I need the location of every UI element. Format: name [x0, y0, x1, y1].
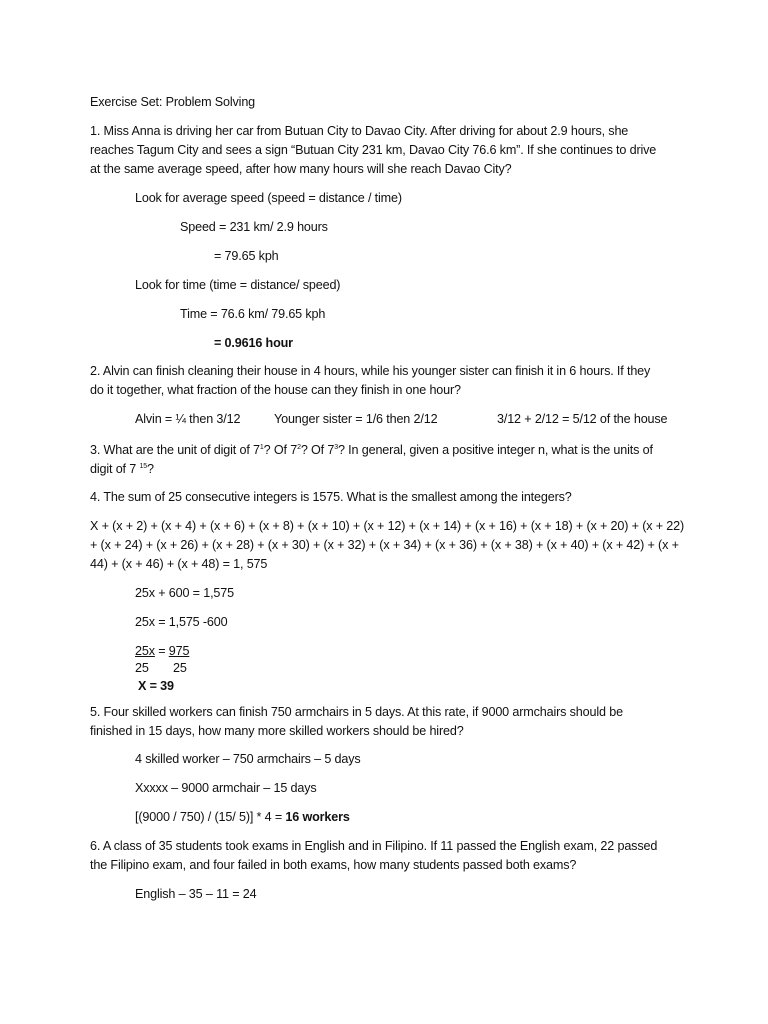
equals-sign: =: [154, 644, 169, 658]
fraction-numerator-right: 975: [168, 644, 190, 658]
problem-1-line-1: 1. Miss Anna is driving her car from Butuan City to Davao City. After driving for about 2.9 hours, she: [90, 124, 629, 138]
problem-5-step-3: [135, 809, 350, 825]
problem-2-line-2: do it together, what fraction of the house can they finish in one hour?: [90, 383, 461, 397]
problem-5-line-2: finished in 15 days, how many more skilled workers should be hired?: [90, 724, 464, 738]
problem-4-equation-line-2: + (x + 24) + (x + 26) + (x + 28) + (x + 30) + (x + 32) + (x + 34) + (x + 36) + (x + 38) + (x + 40) + (x + 42) + (x +: [90, 538, 679, 552]
problem-4-denominator-right: 25: [173, 661, 187, 675]
problem-4-equation-line-1: X + (x + 2) + (x + 4) + (x + 6) + (x + 8) + (x + 10) + (x + 12) + (x + 14) + (x + 16) + (x + 18) + (x + 20) + (x + 22): [90, 519, 685, 533]
exponent-3: 3: [334, 444, 338, 451]
problem-3-text-a: 3. What are the unit of digit of 7: [90, 443, 260, 457]
problem-5-answer: 16 workers: [285, 810, 350, 824]
problem-4-step-3: [135, 643, 189, 659]
problem-6-line-2: the Filipino exam, and four failed in both exams, how many students passed both exams?: [90, 858, 577, 872]
problem-3-text-f: digit of 7: [90, 462, 140, 476]
problem-5-line-1: 5. Four skilled workers can finish 750 armchairs in 5 days. At this rate, if 9000 armchairs should be: [90, 705, 623, 719]
problem-1-step-4: Look for time (time = distance/ speed): [135, 278, 341, 292]
exponent-2: 2: [297, 444, 301, 451]
problem-1-step-1: Look for average speed (speed = distance / time): [135, 191, 402, 205]
problem-2-total: 3/12 + 2/12 = 5/12 of the house: [497, 412, 668, 426]
problem-5-step-1: 4 skilled worker – 750 armchairs – 5 days: [135, 752, 361, 766]
problem-2-alvin: Alvin = ¼ then 3/12: [135, 412, 241, 426]
problem-2-line-1: 2. Alvin can finish cleaning their house in 4 hours, while his younger sister can finish it in 6 hours. If they: [90, 364, 651, 378]
problem-4-question: 4. The sum of 25 consecutive integers is 1575. What is the smallest among the integers?: [90, 490, 572, 504]
problem-3-text-c: ? Of 7: [300, 443, 335, 457]
problem-4-step-1: 25x + 600 = 1,575: [135, 586, 234, 600]
problem-4-denominator-left: 25: [135, 661, 149, 675]
fraction-numerator-left: 25x: [135, 644, 155, 658]
problem-6-line-1: 6. A class of 35 students took exams in English and in Filipino. If 11 passed the English exam, 22 passed: [90, 839, 658, 853]
problem-1-line-2: reaches Tagum City and sees a sign “Butuan City 231 km, Davao City 76.6 km”. If she continues to drive: [90, 143, 657, 157]
problem-6-step-1: English – 35 – 11 = 24: [135, 887, 257, 901]
problem-3-text-g: ?: [146, 462, 154, 476]
problem-1-line-3: at the same average speed, after how many hours will she reach Davao City?: [90, 162, 512, 176]
problem-1-step-2: Speed = 231 km/ 2.9 hours: [180, 220, 328, 234]
problem-5-formula: [(9000 / 750) / (15/ 5)] * 4 =: [135, 810, 286, 824]
page-title: Exercise Set: Problem Solving: [90, 95, 256, 109]
problem-1-step-3: = 79.65 kph: [214, 249, 279, 263]
problem-3-line-2: [90, 461, 154, 477]
problem-1-answer: = 0.9616 hour: [214, 336, 293, 350]
exponent-15: 15: [139, 463, 147, 470]
problem-5-step-2: Xxxxx – 9000 armchair – 15 days: [135, 781, 317, 795]
problem-4-answer: X = 39: [138, 679, 174, 693]
problem-3-line-1: [90, 442, 653, 458]
problem-3-text-d: ? In general, given a positive integer n, what is the units of: [337, 443, 653, 457]
problem-3-text-b: ? Of 7: [263, 443, 298, 457]
problem-4-equation-line-3: 44) + (x + 46) + (x + 48) = 1, 575: [90, 557, 268, 571]
problem-2-sister: Younger sister = 1/6 then 2/12: [274, 412, 438, 426]
problem-1-step-5: Time = 76.6 km/ 79.65 kph: [180, 307, 326, 321]
exponent-1: 1: [259, 444, 264, 451]
problem-4-step-2: 25x = 1,575 -600: [135, 615, 228, 629]
